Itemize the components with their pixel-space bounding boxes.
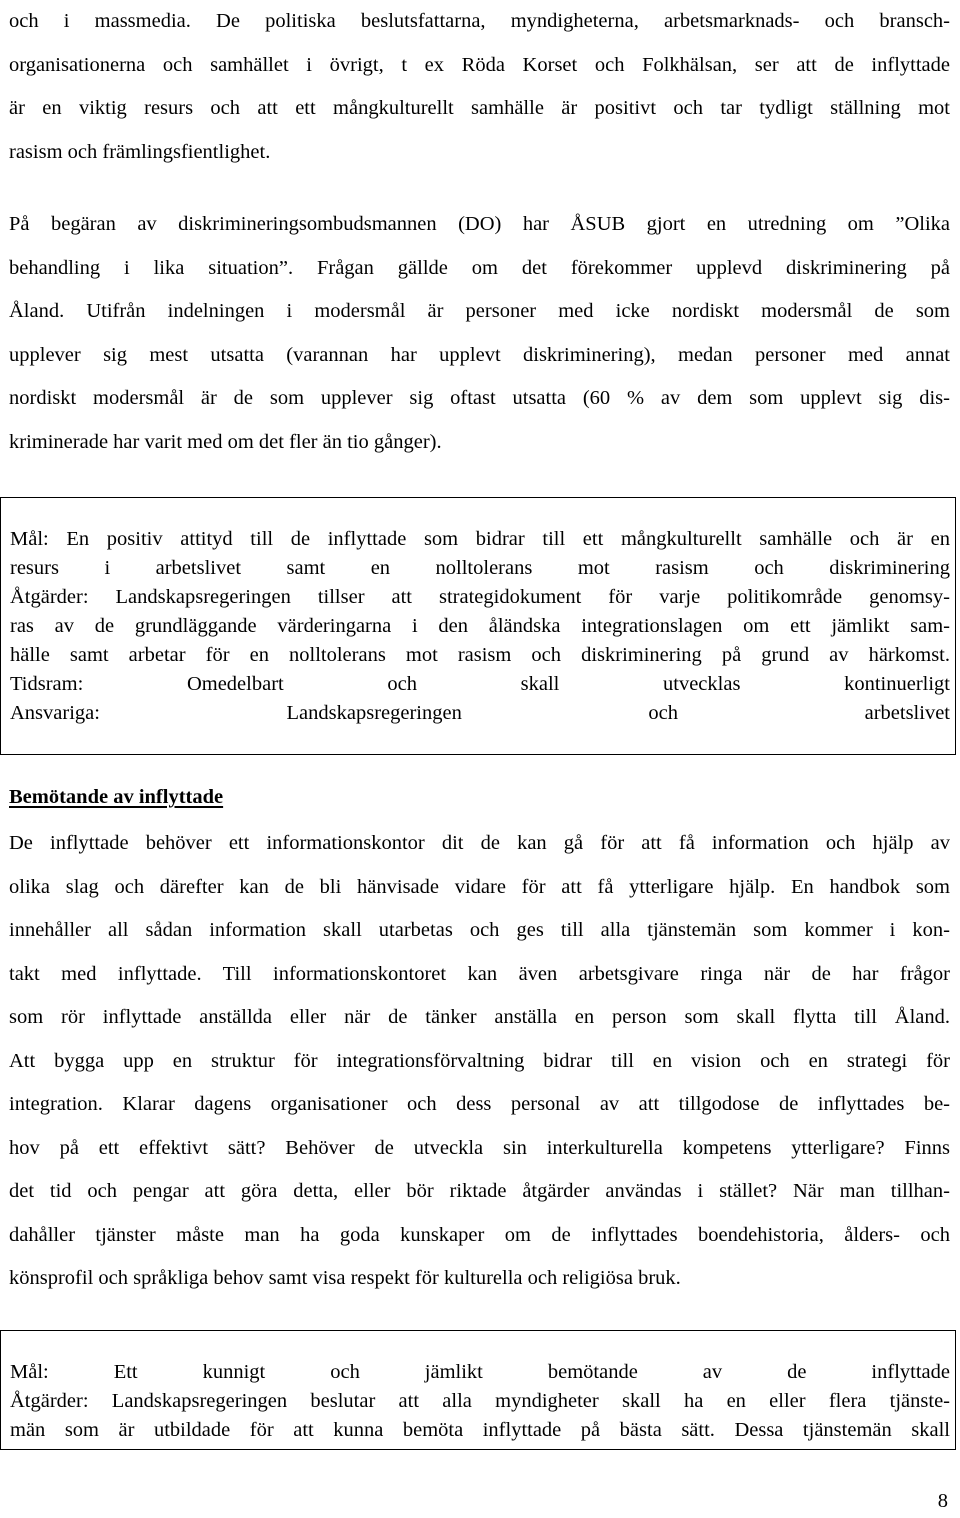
goal-text-continued: resurs i arbetslivet samt en nolltolerans mot rasism och diskriminering: [10, 557, 950, 579]
page-number: 8: [937, 1490, 948, 1512]
goal-text: : En positiv attityd till de inflyttade som bidrar till ett mångkulturellt samhälle och är en: [43, 528, 950, 550]
text-line: olika slag och därefter kan de bli hänvisade vidare för att få ytterligare hjälp. En handbok som: [9, 875, 950, 898]
text-line: det tid och pengar att göra detta, eller bör riktade åtgärder användas i stället? När man tillhan-: [9, 1180, 950, 1202]
actions-text-continued: ras av de grundläggande värderingarna i den åländska integrationslagen om ett jämlikt sam-: [10, 615, 950, 637]
actions-line: [10, 1387, 950, 1416]
text-line: Att bygga upp en struktur för integrationsförvaltning bidrar till en vision och en strategi för: [9, 1049, 950, 1072]
text-line: behandling i lika situation”. Frågan gällde om det förekommer upplevd diskriminering på: [9, 256, 950, 279]
do-report-paragraph: [9, 203, 950, 464]
actions-line: [10, 583, 950, 612]
text-line: Åland. Utifrån indelningen i modersmål är personer med icke nordiskt modersmål de som: [9, 300, 950, 322]
section-heading: Bemötande av inflyttade: [9, 786, 224, 808]
text-line: kriminerade har varit med om det fler än tio gånger).: [9, 430, 442, 453]
text-line: takt med inflyttade. Till informationskontoret kan även arbetsgivare ringa när de har frågor: [9, 962, 950, 985]
goal-line: [10, 1358, 950, 1387]
actions-label: Åtgärder:: [10, 586, 89, 608]
text-line: integration. Klarar dagens organisationer och dess personal av att tillgodose de inflyttades be-: [9, 1093, 950, 1115]
goal-box-content: [10, 1358, 950, 1445]
text-line: De inflyttade behöver ett informationskontor dit de kan gå för att få information och hjälp av: [9, 832, 950, 854]
text-line: könsprofil och språkliga behov samt visa respekt för kulturella och religiösa bruk.: [9, 1267, 681, 1289]
text-line: upplever sig mest utsatta (varannan har upplevt diskriminering), medan personer med annat: [9, 343, 950, 366]
text-line: hov på ett effektivt sätt? Behöver de utveckla sin interkulturella kompetens ytterligare? Finns: [9, 1136, 950, 1159]
intro-paragraph: [9, 0, 950, 174]
actions-text: Landskapsregeringen beslutar att alla myndigheter skall ha en eller flera tjänste-: [88, 1390, 950, 1412]
goal-label: Mål:: [10, 1361, 49, 1383]
reception-paragraph: [9, 822, 950, 1301]
text-line: som rör inflyttade anställda eller när de tänker anställa en person som skall flytta till Åland.: [9, 1006, 950, 1028]
text-line: nordiskt modersmål är de som upplever sig oftast utsatta (60 % av dem som upplevt sig dis-: [9, 387, 950, 409]
goal-line: [10, 525, 950, 554]
actions-text-continued: hälle samt arbetar för en nolltolerans mot rasism och diskriminering på grund av härkomst.: [10, 644, 950, 666]
timeframe-text: Omedelbart och skall utvecklas kontinuerligt: [83, 673, 950, 695]
text-line: rasism och främlingsfientlighet.: [9, 140, 271, 163]
timeframe-label: Tidsram:: [10, 673, 84, 695]
goal-box-content: [10, 525, 950, 728]
actions-text-continued: män som är utbildade för att kunna bemöta inflyttade på bästa sätt. Dessa tjänstemän skall: [10, 1419, 950, 1441]
text-line: och i massmedia. De politiska beslutsfattarna, myndigheterna, arbetsmarknads- och bransch-: [9, 10, 950, 32]
text-line: innehåller all sådan information skall utarbetas och ges till alla tjänstemän som kommer i kon-: [9, 919, 950, 941]
text-line: är en viktig resurs och att ett mångkulturellt samhälle är positivt och tar tydligt ställning mot: [9, 97, 950, 119]
text-line: dahåller tjänster måste man ha goda kunskaper om de inflyttades boendehistoria, ålders- och: [9, 1223, 950, 1246]
actions-text: Landskapsregeringen tillser att strategidokument för varje politikområde genomsy-: [88, 586, 950, 608]
responsible-line: [10, 699, 950, 728]
goal-text: Ett kunnigt och jämlikt bemötande av de inflyttade: [48, 1361, 950, 1383]
text-line: organisationerna och samhället i övrigt, t ex Röda Korset och Folkhälsan, ser att de inflyttade: [9, 53, 950, 76]
goal-box-attitude: [0, 497, 956, 755]
goal-box-reception: [0, 1330, 956, 1450]
actions-label: Åtgärder:: [10, 1390, 89, 1412]
goal-label: Mål: [10, 528, 44, 550]
responsible-label: Ansvariga:: [10, 702, 100, 724]
responsible-text: Landskapsregeringen och arbetslivet: [99, 702, 950, 724]
text-line: På begäran av diskrimineringsombudsmannen (DO) har ÅSUB gjort en utredning om ”Olika: [9, 213, 950, 235]
timeframe-line: [10, 670, 950, 699]
